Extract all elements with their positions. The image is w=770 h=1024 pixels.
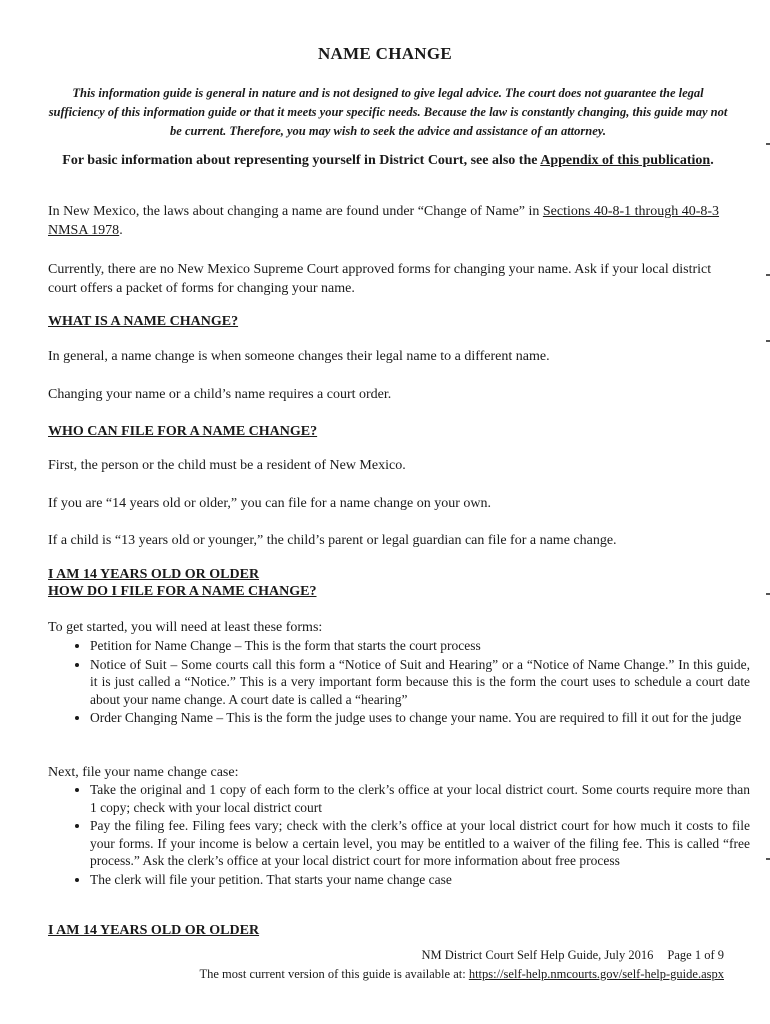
self-help-guide-link[interactable]: https://self-help.nmcourts.gov/self-help-guide.aspx — [468, 967, 724, 981]
forms-paragraph: Currently, there are no New Mexico Supreme Court approved forms for changing your name. Ask if your local district court offers a packet of forms for changing your name. — [48, 262, 712, 296]
list-item: • Order Changing Name – This is the form the judge uses to change your name. You are required to fill it out for the judge — [90, 709, 750, 727]
appendix-link[interactable]: Appendix of this publication — [540, 153, 711, 168]
what-is-heading: WHAT IS A NAME CHANGE? — [48, 314, 239, 329]
scan-edge-mark — [766, 858, 770, 860]
forms-intro: To get started, you will need at least these forms: — [48, 620, 323, 635]
age-14-heading-continued: I AM 14 YEARS OLD OR OLDER — [48, 923, 260, 938]
who-can-file-paragraph-3: If a child is “13 years old or younger,” the child’s parent or legal guardian can file for a name change. — [48, 533, 617, 548]
age-14-heading: I AM 14 YEARS OLD OR OLDER — [48, 567, 260, 582]
how-to-file-heading: HOW DO I FILE FOR A NAME CHANGE? — [48, 584, 317, 599]
list-item: • Petition for Name Change – This is the form that starts the court process — [90, 637, 750, 655]
what-is-paragraph-1: In general, a name change is when someone changes their legal name to a different name. — [48, 349, 550, 364]
list-item: • Notice of Suit – Some courts call this form a “Notice of Suit and Hearing” or a “Notice of Name Change.” In this guide, it is just called a “Notice.” This is a very important form because this is the form the court uses to schedule a court date about your name change. A court date is called a “hearing” — [90, 656, 750, 709]
what-is-paragraph-2: Changing your name or a child’s name requires a court order. — [48, 387, 392, 402]
who-can-file-paragraph-1: First, the person or the child must be a resident of New Mexico. — [48, 458, 406, 473]
scan-edge-mark — [766, 593, 770, 595]
nmsa-sections-link[interactable]: Sections 40-8-1 through 40-8-3 NMSA 1978 — [48, 204, 720, 238]
law-text: In New Mexico, the laws about changing a name are found under “Change of Name” in — [48, 204, 543, 219]
next-intro: Next, file your name change case: — [48, 765, 239, 780]
footer-version-line — [24, 966, 724, 983]
footer-page-number: Page 1 of 9 — [667, 948, 724, 962]
forms-list — [64, 637, 750, 728]
law-paragraph — [48, 202, 728, 240]
law-end: . — [119, 223, 123, 238]
basic-info-end: . — [710, 153, 714, 168]
disclaimer-text: This information guide is general in nature and is not designed to give legal advice. The court does not guarantee the legal sufficiency of this information guide or that it meets your specific needs. Because the law is constantly changing, this guide may not be current. Therefore, you may wish to seek the advice and assistance of an attorney. — [48, 86, 728, 138]
scan-edge-mark — [766, 143, 770, 145]
who-can-file-paragraph-2: If you are “14 years old or older,” you can file for a name change on your own. — [48, 496, 491, 511]
list-item: • Pay the filing fee. Filing fees vary; check with the clerk’s office at your local district court for how much it costs to file your forms. If your income is below a certain level, you may be entitled to a waiver of the filing fee. This is called “free process.” Ask the clerk’s office at your local district court for more information about free process — [90, 817, 750, 870]
scan-edge-mark — [766, 274, 770, 276]
footer-version-text: The most current version of this guide is available at: — [199, 967, 469, 981]
who-can-file-heading: WHO CAN FILE FOR A NAME CHANGE? — [48, 424, 318, 439]
list-item: • The clerk will file your petition. That starts your name change case — [90, 871, 750, 889]
scan-edge-mark — [766, 340, 770, 342]
next-steps-list — [64, 781, 750, 889]
list-item: • Take the original and 1 copy of each form to the clerk’s office at your local district court. Some courts require more than 1 copy; check with your local district court — [90, 781, 750, 816]
footer-guide: NM District Court Self Help Guide, July 2016 — [421, 948, 654, 962]
footer-guide-line — [24, 947, 724, 964]
basic-info-note — [60, 151, 716, 170]
basic-info-text: For basic information about representing yourself in District Court, see also the — [62, 153, 541, 168]
page-title: NAME CHANGE — [317, 44, 453, 63]
